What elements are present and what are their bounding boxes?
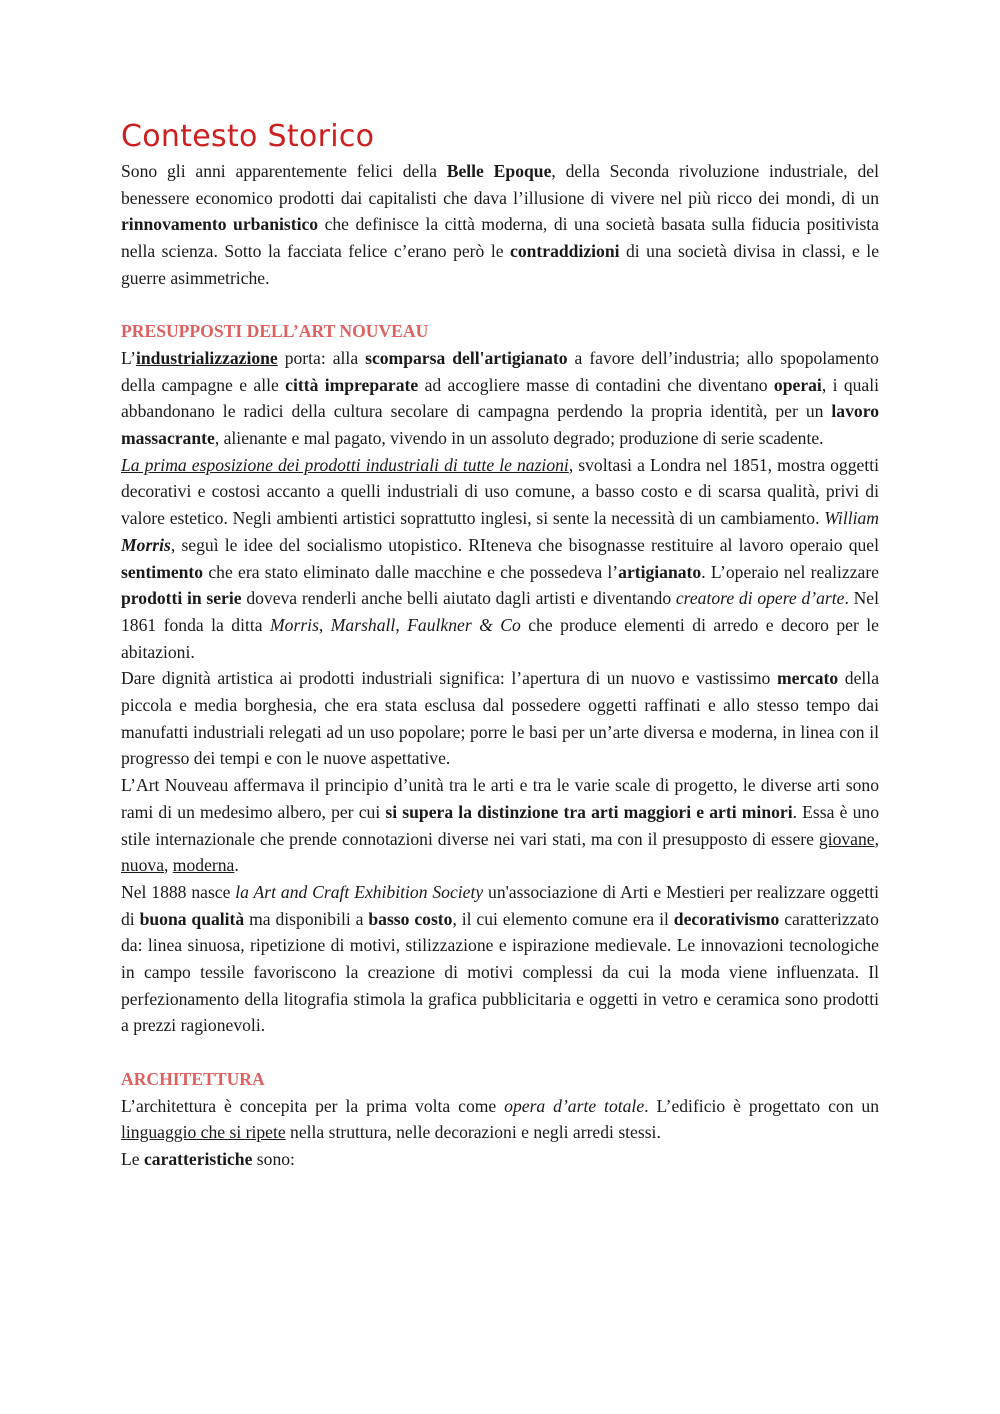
paragraph-architettura: L’architettura è concepita per la prima volta come opera d’arte totale. L’edificio è progettato con un linguaggio che si ripete nella struttura, nelle decorazioni e negli arredi stessi. [121,1095,880,1143]
paragraph-industrializzazione: L’industrializzazione porta: alla scomparsa dell'artigianato a favore dell’industria; allo spopolamento della campagne e alle città impreparate ad accogliere masse di contadini che diventano operai, i quali abbandonano le radici della cultura secolare di campagna perdendo la propria identità, per un lavoro massacrante, alienante e mal pagato, vivendo in un assoluto degrado; produzione di serie scadente. [121,347,879,449]
paragraph-arts-and-crafts: Nel 1888 nasce la Art and Craft Exhibition Society un'associazione di Arti e Mestieri per realizzare oggetti di buona qualità ma disponibili a basso costo, il cui elemento comune era il decorativismo caratterizzato da: linea sinuosa, ripetizione di motivi, stilizzazione e ispirazione medievale. Le innovazioni tecnologiche in campo tessile favoriscono la creazione di motivi complessi da cui la moda viene influenzata. Il perfezionamento della litografia stimola la grafica pubblicitaria e oggetti in vetro e ceramica sono prodotti a prezzi ragionevoli. [121,881,880,1036]
document-page [121,118,879,1173]
paragraph-art-nouveau: L’Art Nouveau affermava il principio d’unità tra le arti e tra le varie scale di progetto, le diverse arti sono rami di un medesimo albero, per cui si supera la distinzione tra arti maggiori e arti minori. Essa è uno stile internazionale che prende connotazioni diverse nei vari stati, ma con il presupposto di essere giovane, nuova, moderna. [121,775,879,876]
paragraph-contesto: Sono gli anni apparentemente felici della Belle Epoque, della Seconda rivoluzione industriale, del benessere economico prodotti dai capitalisti che dava l’illusione di vivere nel più ricco dei mondi, di un rinnovamento urbanistico che definisce la città moderna, di una società basata sulla fiducia positivista nella scienza. Sotto la facciata felice c’erano però le contraddizioni di una società divisa in classi, e le guerre asimmetriche. [121,161,880,288]
section-heading-presupposti: PRESUPPOSTI DELL’ART NOUVEAU [121,321,429,342]
section-heading-architettura: ARCHITETTURA [121,1068,265,1089]
paragraph-caratteristiche: Le caratteristiche sono: [121,1148,295,1169]
paragraph-esposizione: La prima esposizione dei prodotti industriali di tutte le nazioni, svoltasi a Londra nel 1851, mostra oggetti decorativi e costosi accanto a quelli industriali di uso comune, a basso costo e di scarsa qualità, privi di valore estetico. Negli ambienti artistici soprattutto inglesi, si sente la necessità di un cambiamento. William Morris, seguì le idee del socialismo utopistico. RIteneva che bisognasse restituire al lavoro operaio quel sentimento che era stato eliminato dalle macchine e che possedeva l’artigianato. L’operaio nel realizzare prodotti in serie doveva renderli anche belli aiutato dagli artisti e diventando creatore di opere d’arte. Nel 1861 fonda la ditta Morris, Marshall, Faulkner & Co che produce elementi di arredo e decoro per le abitazioni. [121,454,879,662]
page-title: Contesto Storico [121,119,375,154]
paragraph-dignita: Dare dignità artistica ai prodotti industriali significa: l’apertura di un nuovo e vastissimo mercato della piccola e media borghesia, che era stata esclusa dal possedere oggetti raffinati e allo stesso tempo dai manufatti industriali relegati ad un uso popolare; porre le basi per un’arte diversa e moderna, in linea con il progresso dei tempi e con le nuove aspettative. [121,668,879,769]
